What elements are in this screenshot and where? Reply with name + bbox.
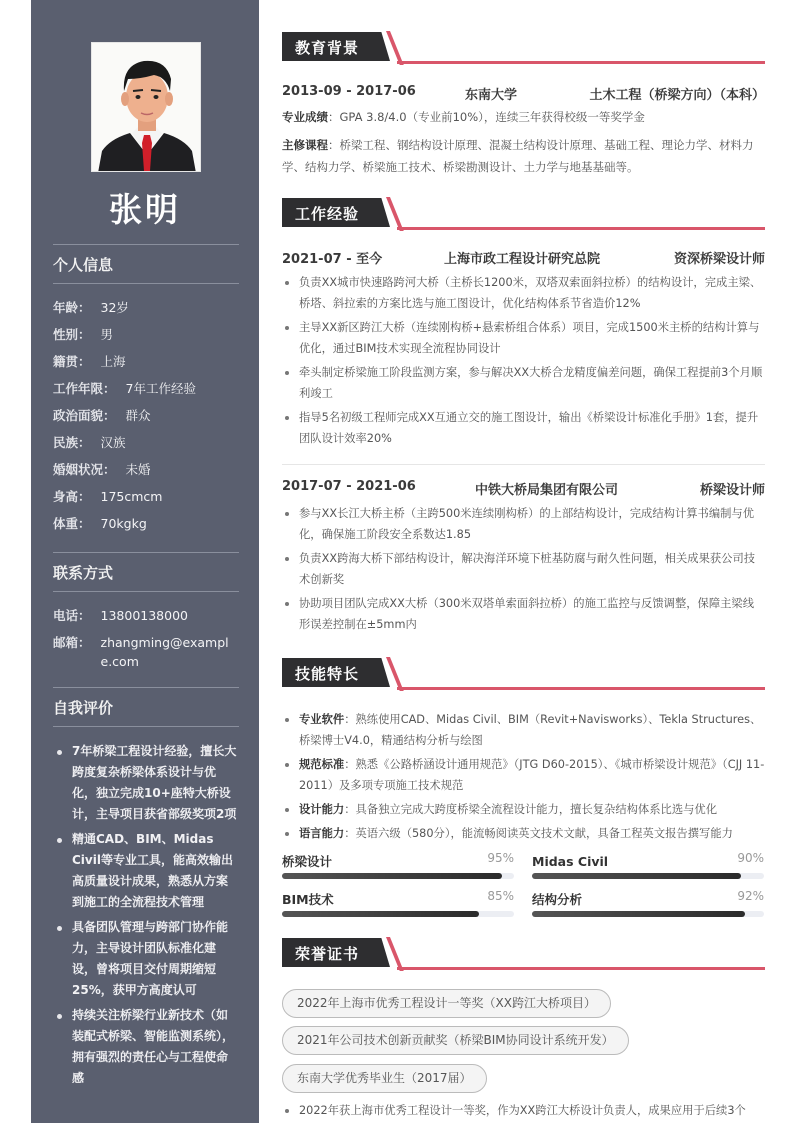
contact-email [53,633,239,671]
skill-bar-percent: 95% [487,851,514,865]
info-value: 上海 [100,354,126,369]
info-value: 32岁 [100,300,129,315]
job-header-row [282,248,765,267]
skill-bar-label: Midas Civil [532,854,609,869]
job-role: 资深桥梁设计师 [673,252,765,267]
contact-section [53,552,239,679]
job-period: 2017-07 - 2021-06 [282,479,416,494]
list-item: 具备团队管理与跨部门协作能力，主导设计团队标准化建设，曾将项目交付周期缩短25%，获甲方高度认可 [53,917,239,1001]
honor-tag: 东南大学优秀毕业生（2017届） [282,1064,487,1093]
info-row-age [53,294,239,321]
gpa-label: 专业成绩 [282,110,328,124]
info-row-experience [53,375,239,402]
skill-text: ：英语六级（580分），能流畅阅读英文技术文献，具备工程英文报告撰写能力 [344,827,733,840]
skills-bullets [282,709,765,847]
progress-fill [282,873,502,879]
list-item: 负责XX跨海大桥下部结构设计，解决海洋环境下桩基防腐与耐久性问题，相关成果获公司技术创新奖 [282,548,765,590]
portrait-icon [92,43,201,172]
skill-bar-bim [282,889,514,908]
gpa-text: ：GPA 3.8/4.0（专业前10%），连续三年获得校级一等奖学金 [328,110,645,124]
skill-text: ：熟悉《公路桥涵设计通用规范》（JTG D60-2015）、《城市桥梁设计规范》（CJJ 11-2011）及多项专项施工技术规范 [299,758,765,792]
list-item: 2022年获上海市优秀工程设计一等奖，作为XX跨江大桥设计负责人，成果应用于后续3个 [282,1100,765,1121]
education-row [282,84,765,103]
info-value: 群众 [125,408,151,423]
list-item [282,754,765,796]
contact-phone [53,606,239,625]
info-label: 身高： [53,489,91,504]
progress-track [282,911,514,917]
person-name: 张明 [109,190,181,229]
job-company: 上海市政工程设计研究总院 [444,252,601,267]
info-value: 汉族 [100,435,126,450]
header-line [397,227,765,230]
info-row-weight [53,510,239,537]
personal-info-list [53,294,239,537]
section-header-honors [282,936,765,974]
section-header-work [282,196,765,234]
skill-text: ：具备独立完成大跨度桥梁全流程设计能力，擅长复杂结构体系比选与优化 [344,803,718,816]
info-label: 体重： [53,516,91,531]
skill-bar-bridge-design [282,851,514,870]
skill-bar-label: 结构分析 [532,892,583,907]
honor-tag: 2021年公司技术创新贡献奖（桥梁BIM协同设计系统开发） [282,1026,629,1055]
progress-fill [282,911,479,917]
section-title-contact: 联系方式 [53,564,114,582]
contact-label: 电话： [53,608,91,623]
skill-label: 设计能力 [299,803,345,816]
info-label: 民族： [53,435,91,450]
skill-label: 专业软件 [299,713,345,726]
info-row-height [53,483,239,510]
info-label: 工作年限： [53,381,116,396]
info-value: 70kgkg [100,516,147,531]
skill-bar-label: BIM技术 [282,892,334,907]
job-period: 2021-07 - 至今 [282,252,383,267]
progress-fill [532,911,745,917]
list-item: 负责XX城市快速路跨河大桥（主桥长1200米，双塔双索面斜拉桥）的结构设计，完成主梁、桥塔、斜拉索的方案比选与施工图设计，优化结构体系节省造价12% [282,272,765,314]
section-header-skills [282,656,765,694]
skill-bar-percent: 85% [487,889,514,903]
edu-school: 东南大学 [465,88,518,103]
skill-label: 规范标准 [299,758,345,771]
list-item [282,709,765,751]
info-value: 未婚 [125,462,151,477]
skill-bar-structural-analysis [532,889,764,908]
skill-bar-percent: 90% [737,851,764,865]
phone-value[interactable]: 13800138000 [100,608,188,623]
list-item: 参与XX长江大桥主桥（主跨500米连续刚构桥）的上部结构设计，完成结构计算书编制与优化，确保施工阶段安全系数达1.85 [282,503,765,545]
edu-major: 土木工程（桥梁方向）（本科） [589,88,765,103]
list-item: 7年桥梁工程设计经验，擅长大跨度复杂桥梁体系设计与优化，独立完成10+座特大桥设计，主导项目获省部级奖项2项 [53,741,239,825]
progress-track [532,873,764,879]
header-line [397,687,765,690]
progress-track [282,873,514,879]
list-item: 协助项目团队完成XX大桥（300米双塔单索面斜拉桥）的施工监控与反馈调整，保障主梁线形误差控制在±5mm内 [282,593,765,635]
honor-tag: 2022年上海市优秀工程设计一等奖（XX跨江大桥项目） [282,989,611,1018]
edu-courses [282,134,765,178]
list-item: 指导5名初级工程师完成XX互通立交的施工图设计，输出《桥梁设计标准化手册》1套，提升团队设计效率20% [282,407,765,449]
self-eval-section [53,687,239,1093]
list-item: 牵头制定桥梁施工阶段监测方案，参与解决XX大桥合龙精度偏差问题，确保工程提前3个月顺利竣工 [282,362,765,404]
list-item [282,799,765,820]
info-row-political [53,402,239,429]
job-bullets [282,272,765,452]
list-item [282,823,765,844]
info-label: 婚姻状况： [53,462,116,477]
job-header-row [282,479,765,498]
email-link[interactable]: zhangming@example.com [100,635,229,669]
info-row-gender [53,321,239,348]
info-label: 籍贯： [53,354,91,369]
skill-bar-percent: 92% [737,889,764,903]
contact-label: 邮箱： [53,635,91,650]
self-eval-list [53,741,239,1089]
section-title: 技能特长 [295,665,360,683]
job-bullets [282,503,765,638]
job-role: 桥梁设计师 [699,483,765,498]
sidebar [31,0,259,1123]
info-label: 年龄： [53,300,91,315]
progress-track [532,911,764,917]
job-company: 中铁大桥局集团有限公司 [475,483,619,498]
header-line [397,967,765,970]
skill-bar-label: 桥梁设计 [282,854,333,869]
divider [282,464,765,465]
section-title: 工作经验 [295,205,360,223]
section-title-self-eval: 自我评价 [53,699,114,717]
list-item: 精通CAD、BIM、Midas Civil等专业工具，能高效输出高质量设计成果，熟悉从方案到施工的全流程技术管理 [53,829,239,913]
section-title: 荣誉证书 [295,945,360,963]
section-title: 教育背景 [295,39,360,57]
profile-photo [91,42,201,172]
courses-text: ：桥梁工程、钢结构设计原理、混凝土结构设计原理、基础工程、理论力学、材料力学、结构力学、桥梁施工技术、桥梁勘测设计、土力学与地基基础等。 [282,138,754,174]
progress-fill [532,873,741,879]
honors-bullets [282,1100,765,1123]
section-header-education [282,30,765,68]
divider [53,591,239,592]
info-label: 性别： [53,327,91,342]
edu-gpa [282,106,765,128]
edu-period: 2013-09 - 2017-06 [282,84,416,99]
skill-label: 语言能力 [299,827,345,840]
info-row-hometown [53,348,239,375]
section-title-personal: 个人信息 [53,256,114,274]
info-value: 7年工作经验 [125,381,196,396]
info-value: 175cmcm [100,489,163,504]
skill-text: ：熟练使用CAD、Midas Civil、BIM（Revit+Navisworks）、Tekla Structures、桥梁博士V4.0，精通结构分析与绘图 [299,713,762,747]
divider [53,726,239,727]
courses-label: 主修课程 [282,138,328,152]
info-row-ethnicity [53,429,239,456]
list-item: 主导XX新区跨江大桥（连续刚构桥+悬索桥组合体系）项目，完成1500米主桥的结构计算与优化，通过BIM技术实现全流程协同设计 [282,317,765,359]
divider [53,283,239,284]
list-item: 持续关注桥梁行业新技术（如装配式桥梁、智能监测系统），拥有强烈的责任心与工程使命感 [53,1005,239,1089]
info-value: 男 [100,327,114,342]
header-line [397,61,765,64]
info-label: 政治面貌： [53,408,116,423]
info-row-marital [53,456,239,483]
personal-info-section [53,244,239,537]
skill-bar-midas-civil [532,851,764,870]
